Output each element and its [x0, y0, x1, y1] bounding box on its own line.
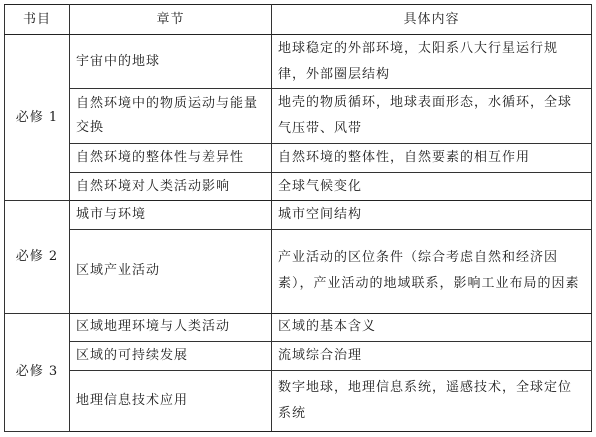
table-row: [5, 172, 592, 201]
chapter-cell: 区域的可持续发展: [70, 342, 272, 371]
content-cell: 自然环境的整体性，自然要素的相互作用: [272, 144, 592, 173]
chapter-cell: 自然环境对人类活动影响: [70, 172, 272, 201]
chapter-cell: 自然环境的整体性与差异性: [70, 144, 272, 173]
chapter-cell: 城市与环境: [70, 201, 272, 230]
book-cell: 必修 1: [5, 35, 70, 201]
content-cell: 全球气候变化: [272, 172, 592, 201]
content-cell: 城市空间结构: [272, 201, 592, 230]
table-row: [5, 144, 592, 173]
chapter-cell: 区域产业活动: [70, 229, 272, 313]
chapter-cell: 区域地理环境与人类活动: [70, 313, 272, 342]
content-cell: 地球稳定的外部环境，太阳系八大行星运行规律，外部圈层结构: [272, 35, 592, 89]
book-cell: 必修 3: [5, 313, 70, 431]
content-cell: 数字地球，地理信息系统，遥感技术，全球定位系统: [272, 370, 592, 431]
header-chapter: 章节: [70, 5, 272, 35]
table-row: [5, 313, 592, 342]
content-cell: 地壳的物质循环，地球表面形态，水循环，全球气压带、风带: [272, 89, 592, 144]
curriculum-table: [4, 4, 592, 432]
chapter-cell: 自然环境中的物质运动与能量交换: [70, 89, 272, 144]
table-row: [5, 35, 592, 89]
content-cell: 流域综合治理: [272, 342, 592, 371]
table-row: [5, 370, 592, 431]
header-row: [5, 5, 592, 35]
curriculum-table-container: [4, 4, 591, 432]
table-row: [5, 342, 592, 371]
chapter-cell: 地理信息技术应用: [70, 370, 272, 431]
table-row: [5, 229, 592, 313]
table-row: [5, 89, 592, 144]
content-cell: 产业活动的区位条件（综合考虑自然和经济因素），产业活动的地域联系，影响工业布局的因素: [272, 229, 592, 313]
chapter-cell: 宇宙中的地球: [70, 35, 272, 89]
header-book: 书目: [5, 5, 70, 35]
header-content: 具体内容: [272, 5, 592, 35]
book-cell: 必修 2: [5, 201, 70, 313]
content-cell: 区域的基本含义: [272, 313, 592, 342]
table-row: [5, 201, 592, 230]
